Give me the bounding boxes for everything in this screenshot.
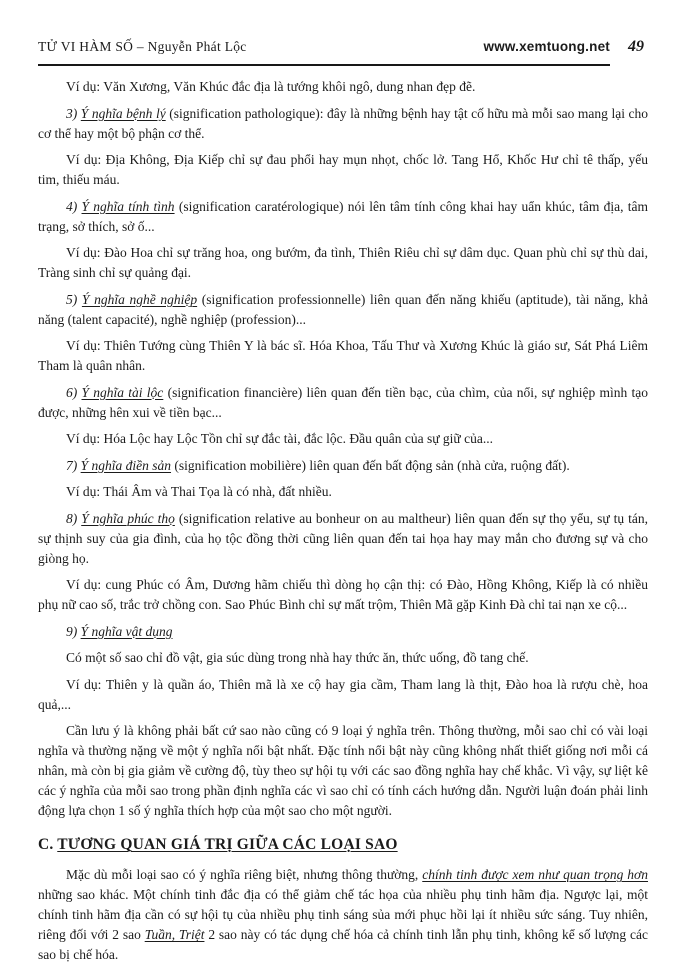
paragraph: [38, 104, 648, 144]
paragraph: [38, 721, 648, 821]
paragraph: [38, 150, 648, 190]
paragraph: [38, 290, 648, 330]
text-run: Ví dụ: Thái Âm và Thai Tọa là có nhà, đất nhiều.: [66, 484, 332, 499]
page-body: [38, 77, 648, 965]
text-run: TƯƠNG QUAN GIÁ TRỊ GIỮA CÁC LOẠI SAO: [57, 836, 398, 853]
text-run: (signification professionnelle) liên quan đến năng khiếu (aptitude), tài năng, khả năng (talent capacité), nghề nghiệp (profession)...: [38, 291, 648, 327]
text-run: chính tinh được xem như quan trọng hơn: [422, 867, 649, 882]
text-run: Ví dụ: Đào Hoa chỉ sự trăng hoa, ong bướm, đa tình, Thiên Riêu chỉ sự dâm dục. Quan phù chỉ sự thù dai, Tràng sinh chỉ sự quảng đại.: [38, 245, 648, 280]
text-run: Ví dụ: Thiên y là quần áo, Thiên mã là xe cộ hay gia cầm, Tham lang là thịt, Đào hoa là rượu chè, hoa quả,...: [38, 676, 648, 712]
text-run: (signification financière) liên quan đến tiền bạc, của chìm, của nổi, sự nghiệp mình tạo được, những hên xui về tiền bạc...: [38, 384, 648, 420]
text-run: những sao khác. Một chính tinh đắc địa có thể giảm chế tác họa của nhiều phụ tinh hãm địa. Ngược lại, một chính tinh hãm địa cần có sự hội tụ của nhiều phụ tinh sáng sủa mới phục hồi lại ít nhiều sức sáng. Tuy nhiên, riêng đối với 2 sao: [38, 887, 648, 942]
text-run: Ý nghĩa nghề nghiệp: [81, 291, 198, 307]
text-run: Ý nghĩa vật dụng: [80, 623, 173, 639]
paragraph: [38, 482, 648, 502]
text-run: 5): [66, 291, 82, 307]
paragraph: [38, 575, 648, 615]
text-run: C.: [38, 836, 58, 853]
text-run: (signification pathologique): đây là những bệnh hay tật cố hữu mà mỗi sao mang lại cho cơ thể hay một bộ phận cơ thể.: [38, 105, 648, 141]
text-run: Mặc dù mỗi loại sao có ý nghĩa riêng biệt, nhưng thông thường,: [66, 867, 423, 882]
page-header: [38, 38, 648, 66]
text-run: (signification relative au bonheur on au maltheur) liên quan đến sự thọ yểu, sự tụ tán, sự thịnh suy của gia đình, của họ tộc đồng thời cũng liên quan đến tai họa hay may mắn cho đương sự và cho giòng họ.: [38, 510, 648, 566]
book-title: TỬ VI HÀM SỐ – Nguyễn Phát Lộc: [38, 39, 247, 54]
text-run: Ý nghĩa phúc thọ: [81, 510, 175, 526]
paragraph: [38, 77, 648, 97]
paragraph: [38, 456, 648, 476]
text-run: Tuần, Triệt: [144, 927, 205, 942]
text-run: 3): [66, 105, 81, 121]
text-run: Ví dụ: cung Phúc có Âm, Dương hãm chiếu thì dòng họ cận thị: có Đào, Hồng Không, Kiếp là có nhiều phụ nữ cao số, trắc trở chồng con. Sao Phúc Bình chỉ sự mất trộm, Thiên Mã gặp Kinh Đà chỉ tai nạn xe cộ...: [38, 577, 648, 612]
section-heading: [38, 834, 648, 856]
paragraph: [38, 336, 648, 376]
text-run: Cần lưu ý là không phải bất cứ sao nào cũng có 9 loại ý nghĩa trên. Thông thường, mỗi sao chỉ có vài loại nghĩa và thường nặng về một ý nghĩa nổi bật nhất. Đặc tính nổi bật này cũng không nhất thiết giống nơi mỗi cá nhân, mà còn bị gia giảm về cường độ, tùy theo sự hội tụ với các sao đồng nghĩa hay chế khắc. Vì vậy, sự liệt kê các ý nghĩa của mỗi sao trong phần định nghĩa các vì sao chỉ có tính cách hướng dẫn. Người luận đoán phải linh động lựa chọn 1 số ý nghĩa thích hợp của một sao cho một người.: [38, 723, 648, 818]
text-run: 6): [66, 384, 82, 400]
paragraph: [38, 429, 648, 449]
text-run: Ý nghĩa tính tình: [81, 198, 175, 214]
paragraph: [38, 509, 648, 569]
page-number: 49: [628, 38, 644, 55]
website-text: www.xemtuong.net: [483, 39, 610, 54]
text-run: 2 sao này có tác dụng chế hóa cả chính tinh lẫn phụ tinh, không kể số lượng các sao bị chế hóa.: [38, 927, 649, 962]
text-run: Ý nghĩa bệnh lý: [80, 105, 166, 121]
text-run: Ví dụ: Thiên Tướng cùng Thiên Y là bác sĩ. Hóa Khoa, Tấu Thư và Xương Khúc là giáo sư, Sát Phá Liêm Tham là quân nhân.: [38, 338, 648, 373]
text-run: Ví dụ: Hóa Lộc hay Lộc Tồn chỉ sự đắc tài, đắc lộc. Đầu quân của sự giữ của...: [66, 431, 493, 446]
text-run: 8): [66, 510, 82, 526]
paragraph: [38, 865, 648, 965]
paragraph: [38, 197, 648, 237]
paragraph: [38, 675, 648, 715]
text-run: Ví dụ: Địa Không, Địa Kiếp chỉ sự đau phổi hay mụn nhọt, chốc lở. Tang Hổ, Khốc Hư chỉ tê thấp, yếu tim, thiếu máu.: [38, 152, 648, 187]
text-run: (signification mobilière) liên quan đến bất động sản (nhà cửa, ruộng đất).: [171, 457, 570, 473]
text-run: Có một số sao chỉ đồ vật, gia súc dùng trong nhà hay thức ăn, thức uống, đồ tang chế.: [66, 650, 529, 665]
text-run: (signification caratérologique) nói lên tâm tính công khai hay uẩn khúc, tâm địa, tâm trạng, sở thích, sở ố...: [38, 198, 649, 234]
text-run: Ý nghĩa điền sản: [80, 457, 172, 473]
text-run: Ví dụ: Văn Xương, Văn Khúc đắc địa là tướng khôi ngô, dung nhan đẹp đẽ.: [66, 79, 476, 94]
paragraph: [38, 622, 648, 642]
header-rule-area: [38, 39, 610, 66]
paragraph: [38, 648, 648, 668]
paragraph: [38, 383, 648, 423]
text-run: 9): [66, 623, 81, 639]
text-run: Ý nghĩa tài lộc: [81, 384, 164, 400]
text-run: 4): [66, 198, 82, 214]
text-run: 7): [66, 457, 81, 473]
paragraph: [38, 243, 648, 283]
